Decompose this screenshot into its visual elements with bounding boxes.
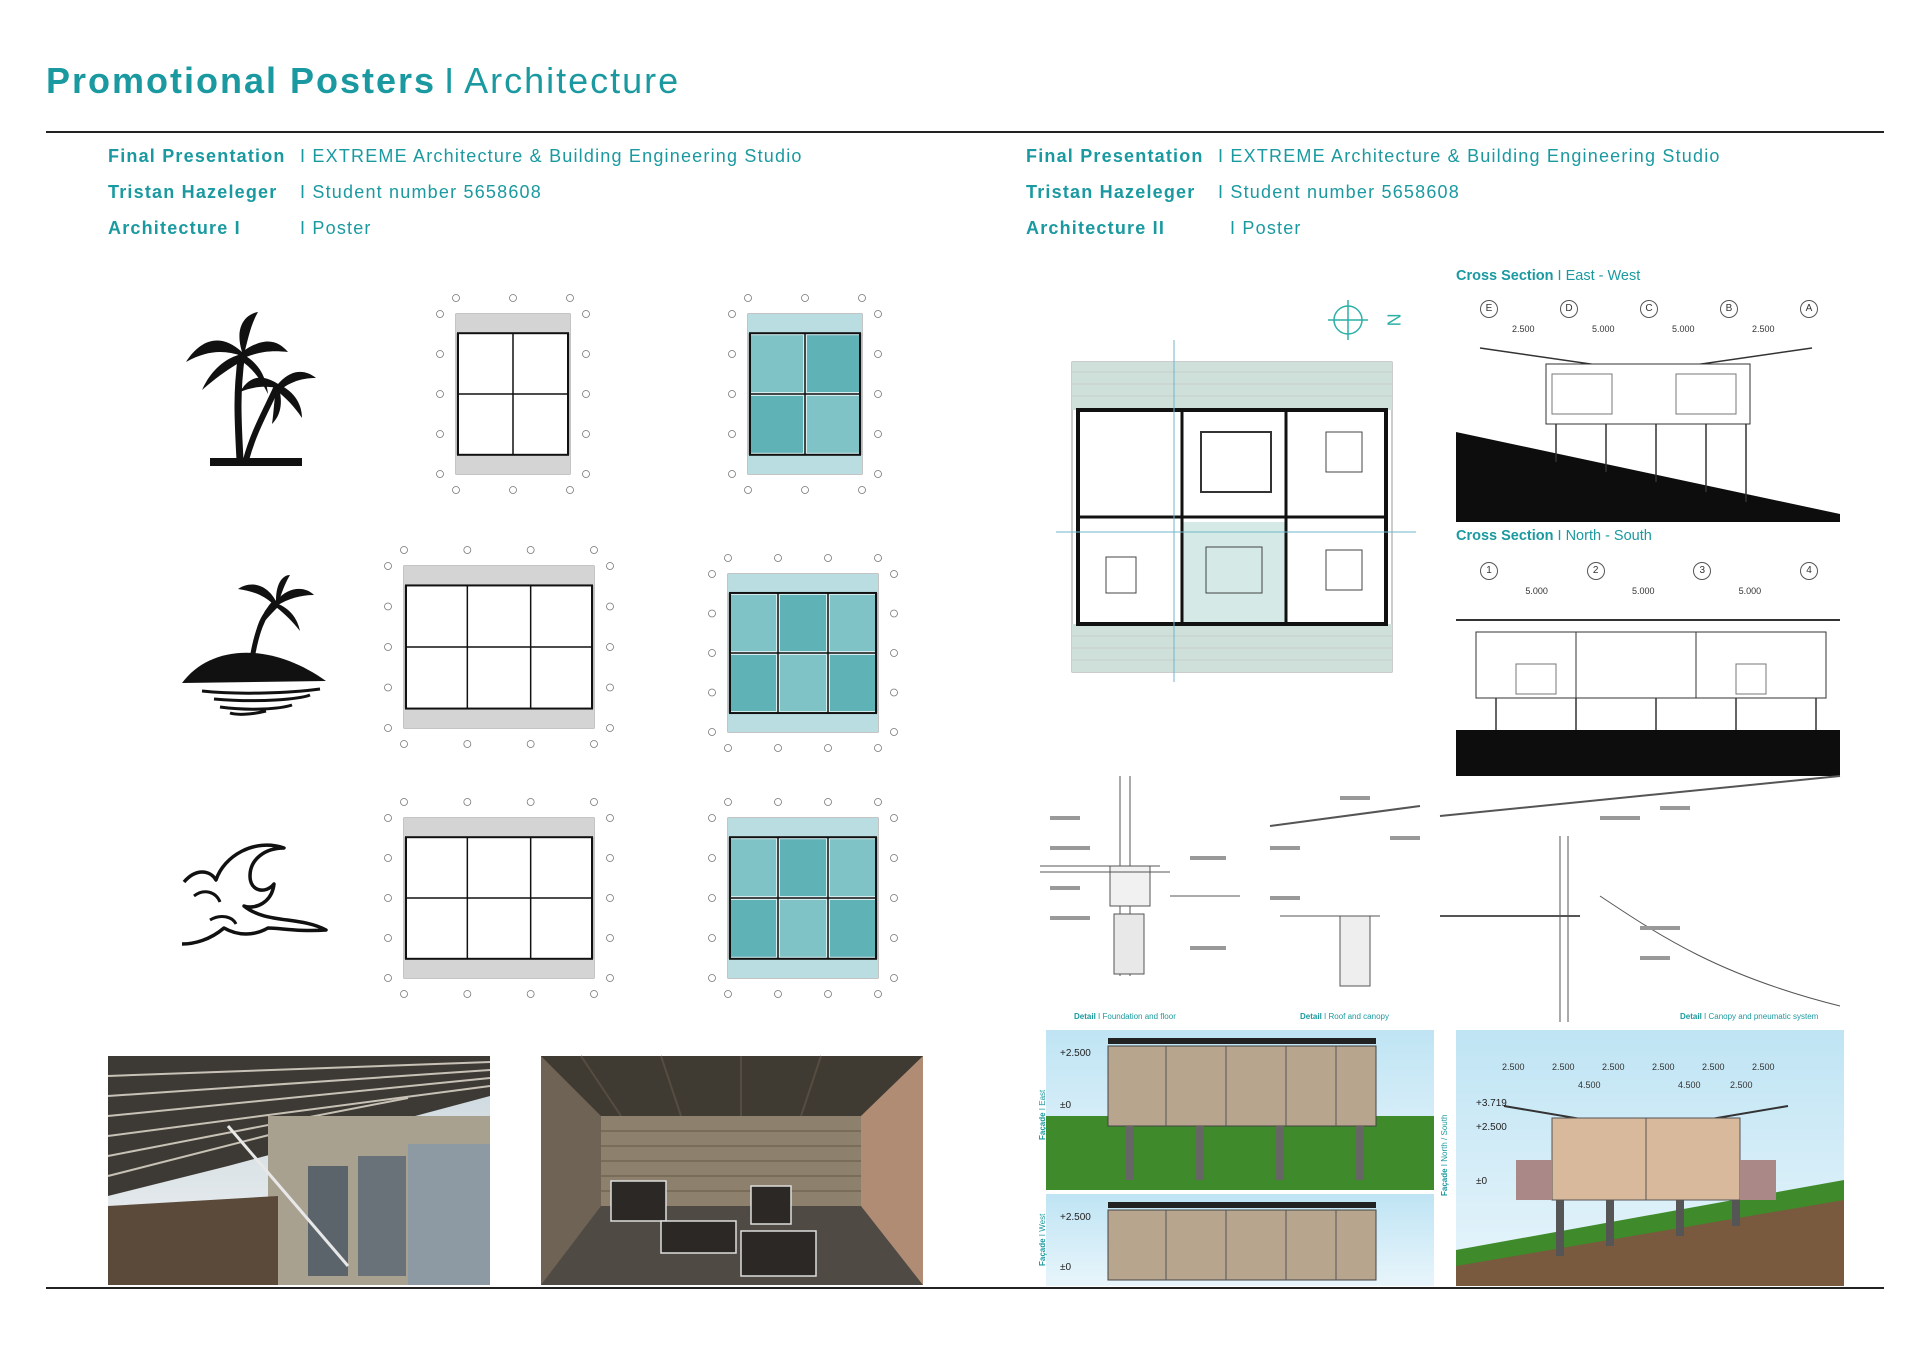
detail-3-rest: I Canopy and pneumatic system [1704,1012,1819,1021]
facade-ns-rest: I North / South [1440,1114,1449,1167]
grid-bubble [775,745,782,752]
grid-bubble [510,295,517,302]
facade-ns-dim-top: 2.500 [1502,1062,1525,1072]
grid-bubble [401,547,408,554]
grid-bubble [802,487,809,494]
grid-bubble [891,815,898,822]
facade-west-rest: I West [1038,1213,1047,1237]
plan-terrace-top [728,574,878,593]
grid-bubble [385,644,392,651]
plan-room [807,335,860,392]
grid-bubble [385,935,392,942]
plan-room [750,335,803,392]
grid-bubble [385,725,392,732]
facade-west-bold: Façade [1038,1238,1047,1266]
plan-terrace-top [456,314,570,333]
cross-section-ew-bold: Cross Section [1456,268,1554,284]
grid-bubble [729,471,736,478]
grid-bubble [709,855,716,862]
grid-bubble [464,741,471,748]
dimension-label: 2.500 [1512,324,1535,334]
left-label-3: Architecture I [108,218,241,238]
grid-bubble [891,689,898,696]
grid-bubble [709,935,716,942]
grid-bubble [891,975,898,982]
facade-west-label [1038,1214,1047,1266]
grid-bubble [583,311,590,318]
grid-bubble [725,555,732,562]
grid-bubble [464,991,471,998]
grid-bubble [709,729,716,736]
facade-ns-level-1: +3.719 [1476,1098,1507,1109]
grid-bubble [607,603,614,610]
grid-bubble [825,745,832,752]
grid-bubble [591,799,598,806]
grid-bubble [527,547,534,554]
grid-bubble [401,799,408,806]
grid-bubble [607,563,614,570]
grid-bubble [709,895,716,902]
plan-room [830,900,876,957]
detail-1-rest: I Foundation and floor [1098,1012,1176,1021]
grid-bubble [729,311,736,318]
grid-bubble [583,351,590,358]
grid-bubble-A: A [1800,300,1818,318]
plan-room [780,595,826,651]
grid-bubble [729,351,736,358]
plan-terrace-bottom [404,959,594,978]
title-rest: Architecture [464,60,681,101]
grid-bubble-2: 2 [1587,562,1605,580]
detail-caption-2 [1300,1012,1389,1021]
facades-east-west [1046,1030,1434,1286]
plan-room [730,900,776,957]
grid-bubble [437,351,444,358]
plan-terrace-top [748,314,862,333]
grid-bubble [591,547,598,554]
grid-bubble [437,471,444,478]
grid-bubble [729,431,736,438]
grid-bubble [385,815,392,822]
plan-room [730,595,776,651]
grid-bubble [875,351,882,358]
facade-ns-dim-top: 2.500 [1752,1062,1775,1072]
grid-bubble [437,311,444,318]
dimension-label: 5.000 [1738,586,1762,596]
render-veranda-interior [541,1056,923,1285]
grid-bubble [709,610,716,617]
left-label-2: Tristan Hazeleger [108,182,278,202]
grid-bubble [745,487,752,494]
facade-ns-dim-small: 2.500 [1730,1080,1753,1090]
grid-bubble [464,799,471,806]
grid-bubble [745,295,752,302]
grid-bubble [875,471,882,478]
grid-bubble [891,935,898,942]
plan-terrace-bottom [728,713,878,732]
grid-bubble [891,650,898,657]
right-label-1: Final Presentation [1026,146,1204,166]
plan-room [730,839,776,896]
grid-bubble [607,855,614,862]
grid-bubble [725,799,732,806]
grid-bubble [709,571,716,578]
facade-ns-dim-top: 2.500 [1652,1062,1675,1072]
grid-bubble-E: E [1480,300,1498,318]
grid-bubble [510,487,517,494]
main-floor-plan [1056,292,1416,682]
facade-east-level-1: +2.500 [1060,1048,1091,1059]
cross-section-ns-bold: Cross Section [1456,528,1554,544]
grid-bubble [385,975,392,982]
grid-bubble [464,547,471,554]
left-value-2: I Student number 5658608 [300,182,542,202]
grid-bubble [775,991,782,998]
grid-bubble [437,391,444,398]
grid-bubble [825,991,832,998]
grid-bubble [891,855,898,862]
grid-bubble [825,799,832,806]
facade-ns-dim-mid: 4.500 [1678,1080,1701,1090]
facade-west-level-1: +2.500 [1060,1212,1091,1223]
north-label: N [1383,313,1404,328]
facade-ns-dim-mid: 4.500 [1578,1080,1601,1090]
grid-bubble [825,555,832,562]
render-veranda-exterior [108,1056,490,1285]
grid-bubble [401,991,408,998]
grid-bubble [709,815,716,822]
cross-section-ns-caption [1456,528,1652,544]
detail-caption-1 [1074,1012,1176,1021]
grid-bubble [875,745,882,752]
grid-bubble [607,684,614,691]
dimension-label: 5.000 [1592,324,1615,334]
cross-section-ns-rest: I North - South [1557,528,1652,544]
grid-bubble [607,815,614,822]
grid-bubble [453,295,460,302]
grid-bubble [567,487,574,494]
grid-bubble [607,975,614,982]
dimension-label: 5.000 [1672,324,1695,334]
grid-bubble [527,991,534,998]
grid-bubble [859,295,866,302]
grid-bubble [453,487,460,494]
plan-room [830,839,876,896]
grid-bubble [709,975,716,982]
detail-caption-3 [1680,1012,1818,1021]
facade-ns-level-3: ±0 [1476,1176,1488,1187]
plan-terrace-top [404,818,594,837]
grid-bubble [725,745,732,752]
grid-bubble-4: 4 [1800,562,1818,580]
facade-west-level-2: ±0 [1060,1262,1072,1273]
plan-room [780,900,826,957]
grid-bubble [875,555,882,562]
right-value-3: I Poster [1230,218,1302,238]
grid-bubble [891,895,898,902]
grid-bubble [802,295,809,302]
grid-bubble [385,684,392,691]
grid-bubble [583,431,590,438]
grid-bubble [891,729,898,736]
left-label-1: Final Presentation [108,146,286,166]
title-bold: Promotional Posters [46,60,437,101]
facade-east-label [1038,1090,1047,1140]
grid-bubble [385,603,392,610]
detail-1-bold: Detail [1074,1012,1096,1021]
grid-bubble [437,431,444,438]
left-value-3: I Poster [300,218,372,238]
grid-bubble [527,741,534,748]
dimension-label: 2.500 [1752,324,1775,334]
detail-2-rest: I Roof and canopy [1324,1012,1389,1021]
grid-bubble [385,895,392,902]
plan-terrace-top [728,818,878,837]
grid-bubble [859,487,866,494]
grid-bubble [725,991,732,998]
grid-bubble [591,991,598,998]
grid-bubble [875,431,882,438]
facade-east-rest: I East [1038,1089,1047,1111]
dimension-label: 5.000 [1525,586,1548,596]
grid-bubble-3: 3 [1693,562,1711,580]
title-separator: I [444,60,457,101]
construction-details [1040,776,1840,1022]
grid-bubble [607,644,614,651]
right-value-2: I Student number 5658608 [1218,182,1460,202]
plan-terrace-bottom [456,455,570,474]
facade-east-level-2: ±0 [1060,1100,1072,1111]
grid-bubble [607,935,614,942]
plan-room [807,396,860,453]
dimension-label: 5.000 [1632,586,1655,596]
grid-bubble [729,391,736,398]
plan-room [750,396,803,453]
grid-bubble [607,725,614,732]
plan-room [780,839,826,896]
grid-bubble [775,799,782,806]
grid-bubble [607,895,614,902]
grid-bubble [583,391,590,398]
plan-terrace-bottom [728,959,878,978]
grid-bubble [567,295,574,302]
right-label-3: Architecture II [1026,218,1166,238]
left-value-1: I EXTREME Architecture & Building Engineering Studio [300,146,803,166]
grid-bubble [875,799,882,806]
grid-bubble-B: B [1720,300,1738,318]
cross-section-ew-rest: I East - West [1557,268,1641,284]
facade-east-bold: Façade [1038,1112,1047,1140]
grid-bubble-D: D [1560,300,1578,318]
plan-room [730,655,776,711]
plan-room [830,655,876,711]
facade-ns-bold: Façade [1440,1168,1449,1196]
facade-ns-label [1440,1115,1449,1196]
plan-room [780,655,826,711]
grid-bubble [527,799,534,806]
grid-bubble [709,689,716,696]
grid-bubble [591,741,598,748]
facade-ns-level-2: +2.500 [1476,1122,1507,1133]
grid-bubble [401,741,408,748]
grid-bubble [775,555,782,562]
grid-bubble [875,391,882,398]
plan-terrace-bottom [404,709,594,728]
grid-bubble [385,563,392,570]
grid-bubble [875,311,882,318]
facade-ns-dim-top: 2.500 [1552,1062,1575,1072]
facade-ns-dim-top: 2.500 [1602,1062,1625,1072]
plan-terrace-bottom [748,455,862,474]
cross-section-ew-caption [1456,268,1640,284]
grid-bubble [875,991,882,998]
grid-bubble [891,610,898,617]
grid-bubble-C: C [1640,300,1658,318]
grid-bubble-1: 1 [1480,562,1498,580]
plan-room [830,595,876,651]
detail-3-bold: Detail [1680,1012,1702,1021]
grid-bubble [891,571,898,578]
grid-bubble [583,471,590,478]
facade-ns-dim-top: 2.500 [1702,1062,1725,1072]
plan-terrace-top [404,566,594,585]
grid-bubble [709,650,716,657]
grid-bubble [385,855,392,862]
detail-2-bold: Detail [1300,1012,1322,1021]
right-label-2: Tristan Hazeleger [1026,182,1196,202]
right-value-1: I EXTREME Architecture & Building Engineering Studio [1218,146,1721,166]
